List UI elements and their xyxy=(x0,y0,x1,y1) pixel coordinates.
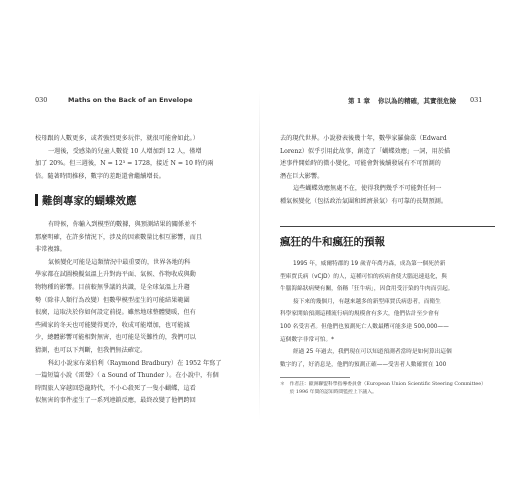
text-line: 些國家的冬天也可能變得更冷，收成可能增加，也可能減 xyxy=(35,321,190,329)
section-rule xyxy=(280,226,495,227)
left-page-number: 030 xyxy=(35,96,48,104)
right-top-text xyxy=(280,133,490,209)
footnote-line: 於 1996 年間的認知時間監控上下議入。 xyxy=(280,389,377,395)
text-line: 物物種的影響。目前較無爭議的共識，是全球氣溫上升趨 xyxy=(35,283,190,291)
section-title: 難倒專家的蝴蝶效應 xyxy=(42,195,137,207)
text-line: 一篇短篇小說《雷聲》（ a Sound of Thunder ）。在小說中，有個 xyxy=(35,372,219,380)
text-line: 那麼明確，在許多情況下，涉及的因素數量比相互影響，而且 xyxy=(35,233,203,241)
text-line: 似無害的事件產生了一系列連鎖反應，最終改變了他們跨回 xyxy=(35,397,196,405)
text-line: 科幻小說家布萊伯利（Raymond Bradbury）在 1952 年寫了 xyxy=(48,359,222,367)
text-line: 1995 年，威爾特郡的 19 歲青年喬丹森，成為第一個死於新 xyxy=(293,261,446,267)
footnote xyxy=(280,381,495,396)
section-marker xyxy=(35,194,38,206)
text-line: 非常複雜。 xyxy=(35,246,66,254)
text-line: 時間旅人穿越回恐龍時代，不小心殺死了一隻小蝴蝶，這看 xyxy=(35,384,196,392)
text-line: 學家都在試圖模擬氣溫上升對海平面、氣候、作物收成與動 xyxy=(35,271,196,279)
left-top-text xyxy=(35,133,245,183)
text-line: 勢（除非人類行為改變）但數學模型產生的可能結果範圍 xyxy=(35,296,190,304)
text-line: 校母跟的人數更多，或者強烈更多玩伴，就很可能會如此。） xyxy=(35,135,199,142)
text-line: 100 名受害者。但他們也預測死亡人數最糟可能多達 500,000—— xyxy=(280,323,449,330)
text-line: 科學家開始預測這種流行病的規模會有多大，他們估計至少會有 xyxy=(280,311,440,318)
text-line: 型庫賈氏病（vCJD）的人，這種可怕的疾病會使大腦迅速退化，與 xyxy=(280,273,447,280)
left-body-text xyxy=(35,219,245,408)
text-line: 少，總體影響可能相對無害，也可能是災難性的，我們可以 xyxy=(35,334,196,342)
text-line: 述事件開始時的微小變化，可能會對後續發展有不可預測的 xyxy=(280,160,441,168)
text-line: Lorenz）似乎引用此故事，創造了「蝴蝶效應」一詞，用於描 xyxy=(280,147,451,155)
text-line: 猜測，也可以下判斷，但我們無法確定。 xyxy=(35,346,147,354)
right-page xyxy=(260,0,520,500)
footnote-line: ＊ 作者註：歐洲聯盟科學指導委員會（European Union Scientific Steering Committee） xyxy=(280,382,486,387)
text-line: 數字的了，好消息是，他們的預測正確——受害者人數確實在 100 xyxy=(280,361,447,368)
chapter-title: 你以為的精確，其實很危險 xyxy=(378,97,456,105)
text-line: 倍。隨著時間推移，數字的差距還會繼續增長。 xyxy=(35,172,165,180)
left-running-head: Maths on the Back of an Envelope xyxy=(68,96,193,104)
text-line: 一週後，受感染的兒童人數從 10 人增加到 12 人，僅增 xyxy=(48,147,202,155)
text-line: 有時候，你輸入到模型的數據，與預測結果的關係並不 xyxy=(48,221,197,228)
text-line: 這個數字非常可怕。* xyxy=(280,336,335,343)
text-line: 很廣，這取決於你如何設定前提。雖然地球整體變暖，但有 xyxy=(35,309,196,317)
text-line: 接下來的幾個月，有越來越多的新型庫賈氏病患者，而衛生 xyxy=(293,298,441,305)
text-line: 去的現代世界。小說發表後幾十年，數學家羅倫茲（Edward xyxy=(280,135,447,142)
text-line: 潛在巨大影響。 xyxy=(280,172,324,180)
section-title: 瘋狂的牛和瘋狂的預報 xyxy=(280,236,385,248)
footnote-rule xyxy=(280,377,350,378)
text-line: 加了 20%。但三週後，N = 12³ = 1728，接近 N = 10 時的兩 xyxy=(35,160,214,168)
text-line: 種氣候變化（包括政治氣圍和經濟景氣）有可靠的長期預測。 xyxy=(280,197,448,205)
right-body-text xyxy=(280,258,495,371)
text-line: 氣候變化可能是這類情況中最重要的，世界各地的科 xyxy=(48,258,191,266)
text-line: 牛腦海綿狀病變有關，俗稱「狂牛病」，因食用受汙染的牛肉而引起。 xyxy=(280,286,454,293)
right-page-number: 031 xyxy=(470,96,483,104)
text-line: 這些蝴蝶效應無處不在，使得我們幾乎不可能對任何一 xyxy=(293,185,442,193)
text-line: 經過 25 年過去，我們現在可以知道預測者當時是如何算出這個 xyxy=(293,349,452,356)
chapter-label: 第 1 章 xyxy=(348,97,371,105)
